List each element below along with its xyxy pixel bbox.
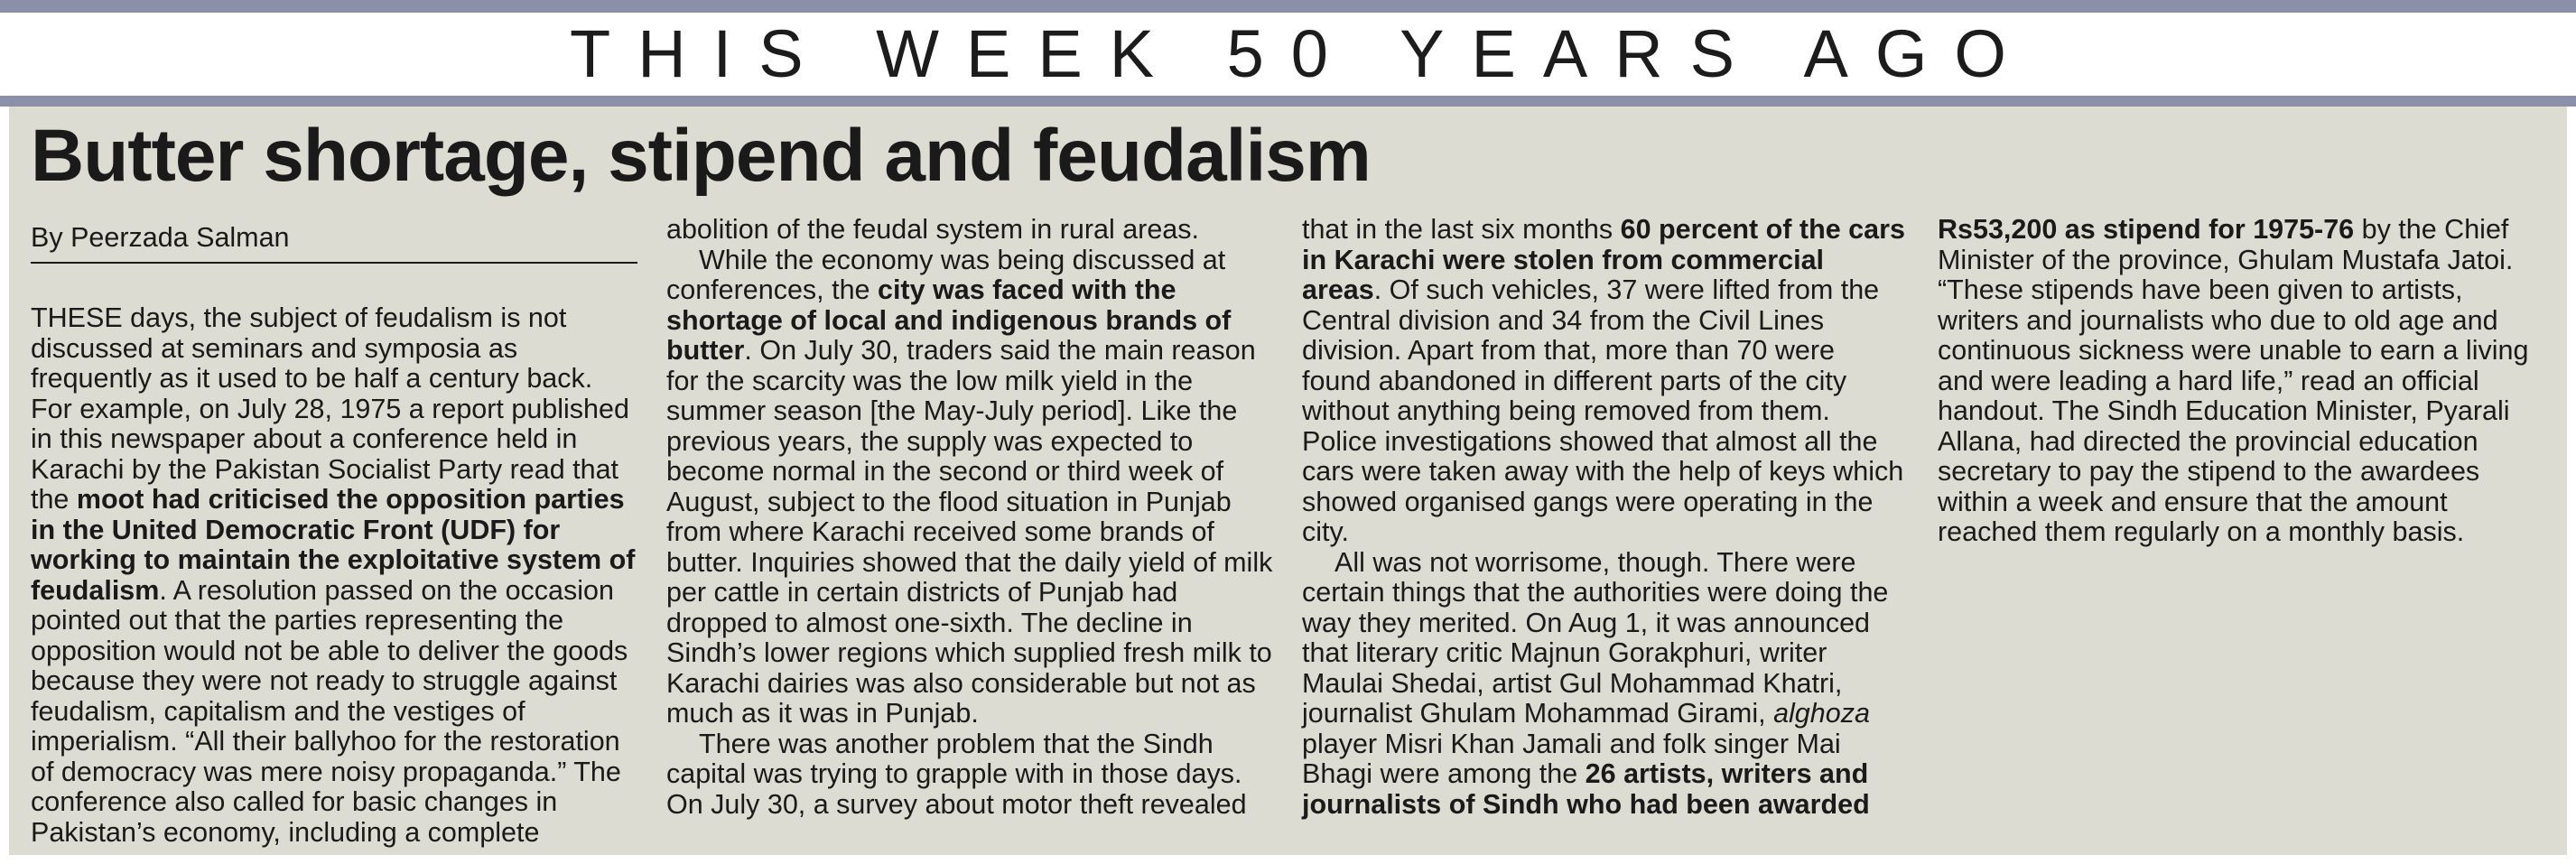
text-run: player Misri Khan Jamali and folk singer Mai Bhagi were among the (1302, 728, 1841, 789)
article-column-1 (31, 217, 637, 848)
top-rule (0, 0, 2576, 13)
text-run: There was another problem that the Sindh capital was trying to grapple with in those days. On July 30, a survey about motor theft revealed (666, 728, 1247, 820)
article-column-3 (1302, 215, 1909, 820)
paragraph-4-cont (1938, 215, 2544, 548)
text-run: . On July 30, traders said the main reason for the scarcity was the low milk yield in the summer season [the May-July period]. Like the previous years, the supply was expected to become normal in the second or third week of August, subject to the flood situation in Punjab from where Karachi received some brands of butter. Inquiries showed that the daily yield of milk per cattle in certain districts of Punjab had dropped to almost one-sixth. The decline in Sindh’s lower regions which supplied fresh milk to Karachi dairies was also considerable but not as much as it was in Punjab. (666, 335, 1273, 729)
paragraph-1 (31, 303, 637, 848)
bold-text: 26 artists, writers and journalists of Sindh who had been awarded (1302, 758, 1870, 820)
paragraph-3-cont (1302, 215, 1909, 548)
bold-text: Rs53,200 as stipend for 1975-76 (1938, 214, 2355, 245)
text-run: . Of such vehicles, 37 were lifted from the Central division and 34 from the Civil Lines division. Apart from that, more than 70 were found abandoned in different parts of the city without anything being removed from them. Police investigations showed that almost all the cars were taken away with the help of keys which showed organised gangs were operating in the city. (1302, 274, 1904, 547)
bold-text: city was faced with the shortage of local and indigenous brands of butter (666, 274, 1232, 366)
paragraph-1-cont (666, 215, 1280, 246)
banner-rule (0, 96, 2576, 107)
text-run: by the Chief Minister of the province, Ghulam Mustafa Jatoi. “These stipends have been given to artists, writers and journalists who due to old age and continuous sickness were unable to earn a living and were leading a hard life,” read an official handout. The Sindh Education Minister, Pyarali Allana, had directed the provincial education secretary to pay the stipend to the awardees within a week and ensure that the amount reached them regularly on a monthly basis. (1938, 214, 2529, 547)
text-run: All was not worrisome, though. There were certain things that the authorities were doing the way they merited. On Aug 1, it was announced that literary critic Majnun Gorakphuri, writer Maulai Shedai, artist Gul Mohammad Khatri, journalist Ghulam Mohammad Girami, (1302, 546, 1889, 729)
text-run: While the economy was being discussed at conferences, the (666, 244, 1226, 305)
paragraph-3 (666, 729, 1280, 821)
section-banner (0, 13, 2576, 96)
column-1-text (31, 303, 637, 848)
paragraph-2 (666, 246, 1280, 729)
article-column-2 (666, 215, 1280, 820)
text-run: . A resolution passed on the occasion pointed out that the parties representing the opposition would not be able to deliver the goods because they were not ready to struggle against feudalism, capitalism and the vestiges of imperialism. “All their ballyhoo for the restoration of democracy was mere noisy propaganda.” The conference also called for basic changes in Pakistan’s economy, including a complete (31, 574, 628, 848)
text-run: that in the last six months (1302, 214, 1621, 245)
article-panel (9, 107, 2567, 855)
article-headline: Butter shortage, stipend and feudalism (31, 115, 1371, 197)
bold-text: 60 percent of the cars in Karachi were stolen from commercial areas (1302, 214, 1905, 305)
text-run: abolition of the feudal system in rural areas. (666, 214, 1199, 245)
section-title: THIS WEEK 50 YEARS AGO (570, 16, 2033, 91)
article-column-4 (1938, 215, 2544, 548)
byline: By Peerzada Salman (31, 217, 637, 264)
paragraph-4 (1302, 548, 1909, 821)
text-run: THESE days, the subject of feudalism is not discussed at seminars and symposia as frequently as it used to be half a century back. For example, on July 28, 1975 a report published in this newspaper about a conference held in Karachi by the Pakistan Socialist Party read that the (31, 302, 629, 515)
italic-text: alghoza (1773, 698, 1870, 729)
bold-text: moot had criticised the opposition parties in the United Democratic Front (UDF) for working to maintain the exploitative system of feudalism (31, 484, 636, 606)
